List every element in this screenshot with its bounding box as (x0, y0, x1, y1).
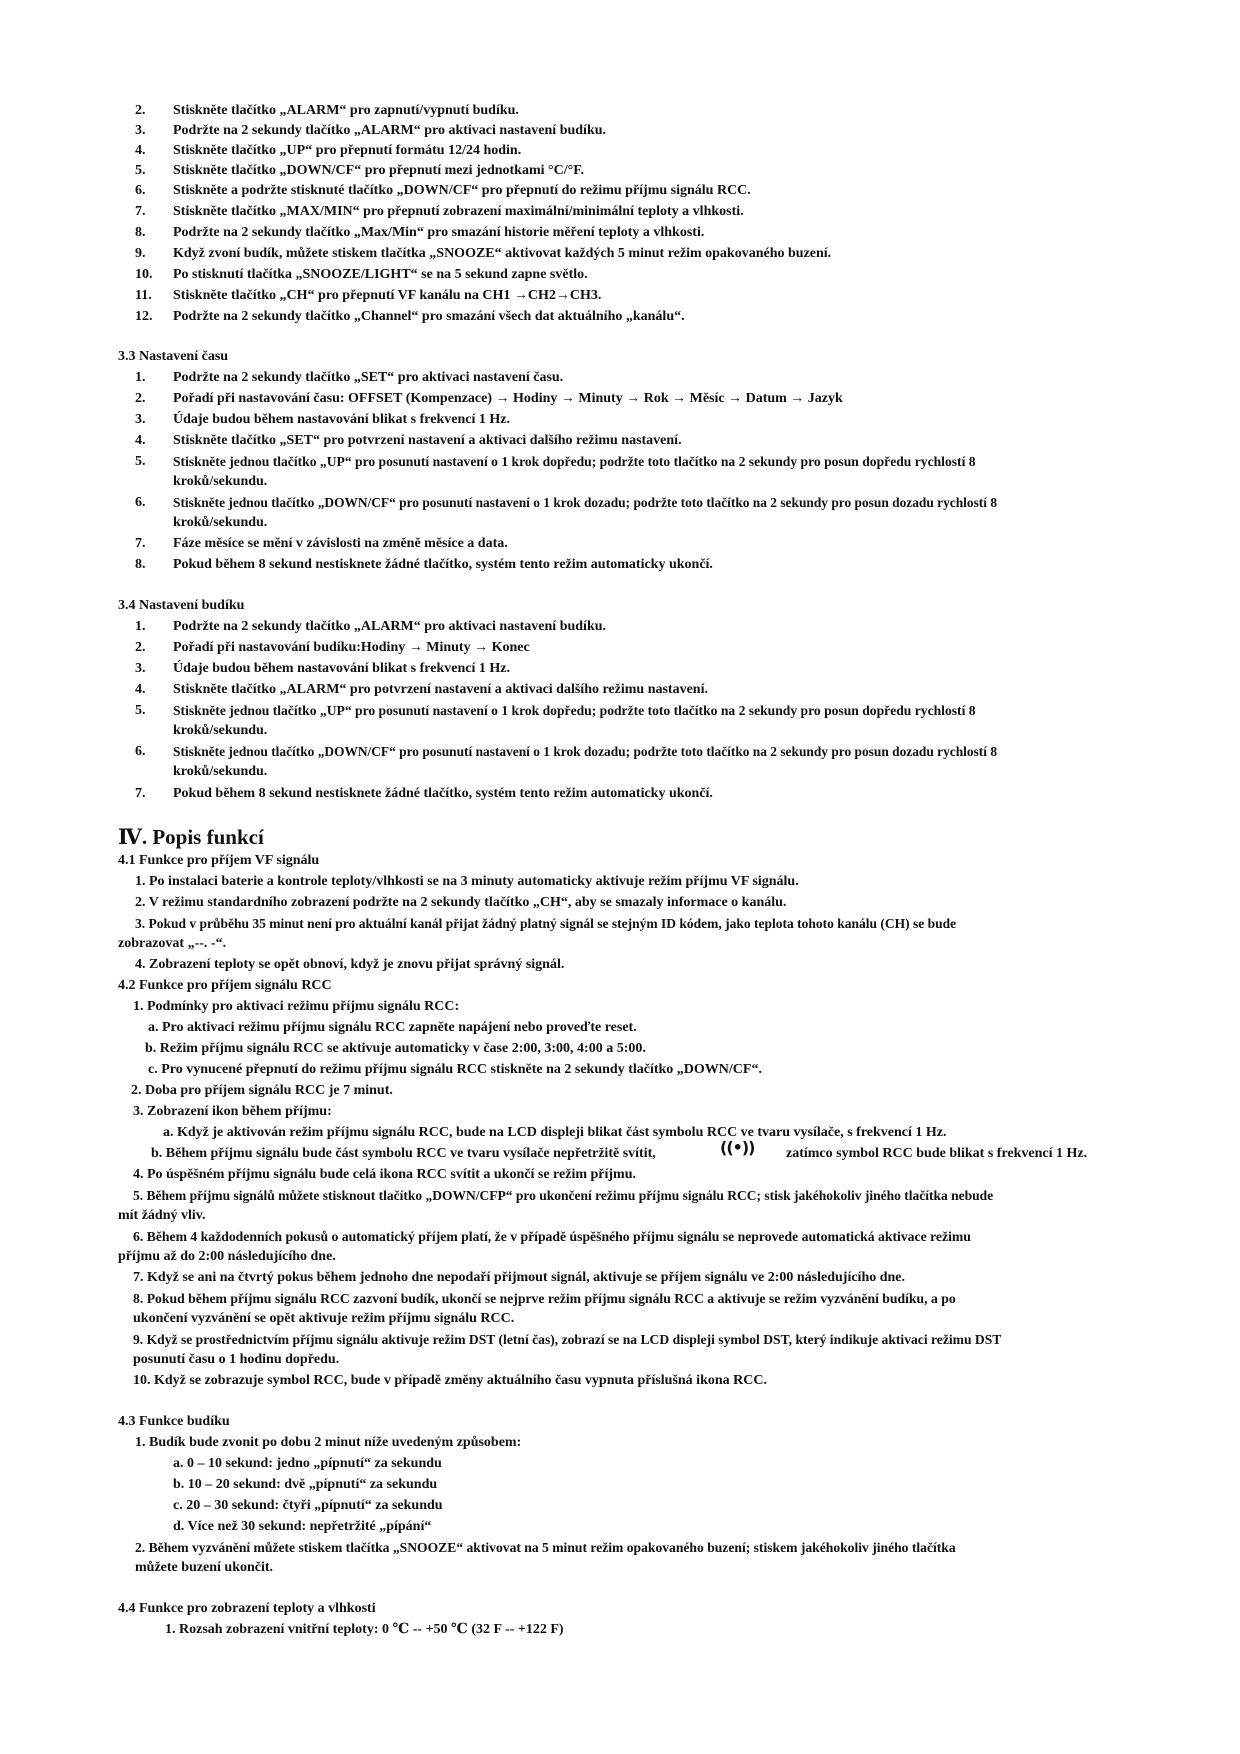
list-item: Pokud během 8 sekund nestisknete žádné tlačítko, systém tento režim automaticky ukončí. (173, 786, 713, 801)
list-item: Podržte na 2 sekundy tlačítko „ALARM“ pro aktivaci nastavení budíku. (173, 123, 607, 138)
paragraph: 3. Pokud v průběhu 35 minut není pro aktuální kanál přijat žádný platný signál se stejným ID kódem, jako teplota tohoto kanálu (CH) se bude (135, 916, 957, 931)
list-item: Stiskněte jednou tlačítko „DOWN/CF“ pro posunutí nastavení o 1 krok dozadu; podržte toto tlačítko na 2 sekundy pro posun dozadu rychlostí 8 (173, 744, 998, 759)
section-heading: 4.2 Funkce pro příjem signálu RCC (118, 978, 332, 993)
list-number: 2. (135, 391, 146, 406)
paragraph: c. Pro vynucené přepnutí do režimu příjmu signálu RCC stiskněte na 2 sekundy tlačítko „DOWN/CF“. (148, 1062, 762, 1077)
paragraph: b. Režim příjmu signálu RCC se aktivuje automaticky v čase 2:00, 3:00, 4:00 a 5:00. (145, 1041, 646, 1056)
paragraph: 1. Budík bude zvonit po dobu 2 minut níže uvedeným způsobem: (135, 1435, 522, 1450)
paragraph: 1. Podmínky pro aktivaci režimu příjmu signálu RCC: (133, 999, 460, 1014)
list-number: 12. (135, 309, 153, 324)
list-number: 3. (135, 661, 146, 676)
list-item: Když zvoní budík, můžete stiskem tlačítka „SNOOZE“ aktivovat každých 5 minut režim opakovaného buzení. (173, 246, 832, 261)
rcc-signal-icon: ((•)) (720, 1138, 755, 1157)
paragraph: 6. Během 4 každodenních pokusů o automatický příjem platí, že v případě úspěšného příjmu signálu se neprovede automatická aktivace režimu (133, 1229, 971, 1244)
list-number: 8. (135, 225, 146, 240)
list-number: 1. (135, 370, 146, 385)
list-number: 4. (135, 433, 146, 448)
list-item: c. 20 – 30 sekund: čtyři „pípnutí“ za sekundu (173, 1498, 443, 1513)
list-number: 3. (135, 123, 146, 138)
list-item: Stiskněte a podržte stisknuté tlačítko „DOWN/CF“ pro přepnutí do režimu příjmu signálu RCC. (173, 183, 751, 198)
list-item: Fáze měsíce se mění v závislosti na změně měsíce a data. (173, 536, 508, 551)
list-item: Podržte na 2 sekundy tlačítko „SET“ pro aktivaci nastavení času. (173, 370, 564, 385)
list-item: Stiskněte tlačítko „CH“ pro přepnutí VF kanálu na CH1 →CH2→CH3. (173, 288, 602, 303)
section-heading: 4.1 Funkce pro příjem VF signálu (118, 853, 320, 868)
paragraph: 2. Doba pro příjem signálu RCC je 7 minut. (131, 1083, 393, 1098)
paragraph-continuation: mít žádný vliv. (118, 1208, 206, 1223)
list-number: 8. (135, 557, 146, 572)
paragraph-continuation: můžete buzení ukončit. (135, 1560, 274, 1575)
list-number: 1. (135, 619, 146, 634)
paragraph: a. Pro aktivaci režimu příjmu signálu RCC zapněte napájení nebo proveďte reset. (148, 1020, 637, 1035)
list-item-continuation: kroků/sekundu. (173, 764, 268, 779)
list-item: Stiskněte jednou tlačítko „DOWN/CF“ pro posunutí nastavení o 1 krok dozadu; podržte toto tlačítko na 2 sekundy pro posun dozadu rychlostí 8 (173, 495, 998, 510)
list-item: Údaje budou během nastavování blikat s frekvencí 1 Hz. (173, 661, 510, 676)
list-number: 6. (135, 183, 146, 198)
section-heading: 4.3 Funkce budíku (118, 1414, 230, 1429)
list-item: Stiskněte tlačítko „MAX/MIN“ pro přepnutí zobrazení maximální/minimální teploty a vlhkosti. (173, 204, 744, 219)
list-number: 5. (135, 454, 146, 469)
list-item: Pořadí při nastavování budíku:Hodiny → Minuty → Konec (173, 640, 530, 655)
section-heading: 4.4 Funkce pro zobrazení teploty a vlhkosti (118, 1601, 376, 1616)
list-item-continuation: kroků/sekundu. (173, 474, 268, 489)
paragraph: 2. Během vyzvánění můžete stiskem tlačítka „SNOOZE“ aktivovat na 5 minut režim opakovaného buzení; stiskem jakéhokoliv jiného tlačítka (135, 1540, 956, 1555)
list-item: Stiskněte jednou tlačítko „UP“ pro posunutí nastavení o 1 krok dopředu; podržte toto tlačítko na 2 sekundy pro posun dopředu rychlostí 8 (173, 454, 976, 469)
list-number: 6. (135, 744, 146, 759)
list-item-continuation: kroků/sekundu. (173, 723, 268, 738)
list-item: Stiskněte tlačítko „ALARM“ pro potvrzení nastavení a aktivaci dalšího režimu nastavení. (173, 682, 708, 697)
section-heading: 3.4 Nastavení budíku (118, 598, 245, 613)
paragraph: 4. Po úspěšném příjmu signálu bude celá ikona RCC svítit a ukončí se režim příjmu. (133, 1167, 636, 1182)
list-number: 3. (135, 412, 146, 427)
list-item: b. 10 – 20 sekund: dvě „pípnutí“ za sekundu (173, 1477, 438, 1492)
paragraph: 2. V režimu standardního zobrazení podržte na 2 sekundy tlačítko „CH“, aby se smazaly informace o kanálu. (135, 895, 787, 910)
paragraph-continuation: příjmu až do 2:00 následujícího dne. (118, 1249, 336, 1264)
list-item: Podržte na 2 sekundy tlačítko „Max/Min“ pro smazání historie měření teploty a vlhkosti. (173, 225, 705, 240)
list-item: Stiskněte tlačítko „SET“ pro potvrzení nastavení a aktivaci dalšího režimu nastavení. (173, 433, 682, 448)
paragraph: 7. Když se ani na čtvrtý pokus během jednoho dne nepodaří přijmout signál, aktivuje se příjem signálu ve 2:00 následujícího dne. (133, 1270, 906, 1285)
list-number: 10. (135, 267, 153, 282)
list-item: Stiskněte tlačítko „DOWN/CF“ pro přepnutí mezi jednotkami °C/°F. (173, 163, 584, 178)
list-item: d. Více než 30 sekund: nepřetržité „pípání“ (173, 1519, 432, 1534)
list-number: 5. (135, 163, 146, 178)
list-number: 2. (135, 640, 146, 655)
paragraph: 5. Během příjmu signálů můžete stisknout tlačítko „DOWN/CFP“ pro ukončení režimu příjmu signálu RCC; stisk jakéhokoliv jiného tlačítka nebude (133, 1188, 994, 1203)
paragraph-continuation: posunutí času o 1 hodinu dopředu. (133, 1352, 340, 1367)
list-item: Stiskněte tlačítko „UP“ pro přepnutí formátu 12/24 hodin. (173, 143, 522, 158)
list-number: 6. (135, 495, 146, 510)
list-number: 9. (135, 246, 146, 261)
list-number: 7. (135, 204, 146, 219)
list-item: Stiskněte tlačítko „ALARM“ pro zapnutí/vypnutí budíku. (173, 103, 519, 118)
list-item: Údaje budou během nastavování blikat s frekvencí 1 Hz. (173, 412, 510, 427)
list-number: 7. (135, 536, 146, 551)
list-item: Pořadí při nastavování času: OFFSET (Kompenzace) → Hodiny → Minuty → Rok → Měsíc → Datum → Jazyk (173, 391, 843, 406)
list-number: 5. (135, 703, 146, 718)
list-number: 4. (135, 682, 146, 697)
paragraph: 10. Když se zobrazuje symbol RCC, bude v případě změny aktuálního času vypnuta příslušná ikona RCC. (133, 1373, 767, 1388)
list-number: 2. (135, 103, 146, 118)
paragraph: 1. Rozsah zobrazení vnitřní teploty: 0 ℃ -- +50 ℃ (32 F -- +122 F) (165, 1622, 564, 1637)
list-number: 4. (135, 143, 146, 158)
list-item: Stiskněte jednou tlačítko „UP“ pro posunutí nastavení o 1 krok dopředu; podržte toto tlačítko na 2 sekundy pro posun dopředu rychlostí 8 (173, 703, 976, 718)
paragraph: 8. Pokud během příjmu signálu RCC zazvoní budík, ukončí se nejprve režim příjmu signálu RCC a aktivuje se režim vyzvánění budíku, a po (133, 1291, 956, 1306)
paragraph: 3. Zobrazení ikon během příjmu: (133, 1104, 332, 1119)
paragraph: zatímco symbol RCC bude blikat s frekvencí 1 Hz. (786, 1146, 1088, 1161)
list-number: 7. (135, 786, 146, 801)
paragraph: a. Když je aktivován režim příjmu signálu RCC, bude na LCD displeji blikat část symbolu RCC ve tvaru vysílače, s frekvencí 1 Hz. (163, 1125, 947, 1140)
list-item: Pokud během 8 sekund nestisknete žádné tlačítko, systém tento režim automaticky ukončí. (173, 557, 713, 572)
list-item: a. 0 – 10 sekund: jedno „pípnutí“ za sekundu (173, 1456, 442, 1471)
paragraph: b. Během příjmu signálu bude část symbolu RCC ve tvaru vysílače nepřetržitě svítit, (151, 1146, 656, 1161)
paragraph-continuation: zobrazovat „--. -“. (118, 936, 227, 951)
list-item-continuation: kroků/sekundu. (173, 515, 268, 530)
list-item: Podržte na 2 sekundy tlačítko „ALARM“ pro aktivaci nastavení budíku. (173, 619, 607, 634)
list-item: Po stisknutí tlačítka „SNOOZE/LIGHT“ se na 5 sekund zapne světlo. (173, 267, 588, 282)
list-number: 11. (135, 288, 152, 303)
paragraph: 4. Zobrazení teploty se opět obnoví, když je znovu přijat správný signál. (135, 957, 565, 972)
section-heading: 3.3 Nastavení času (118, 349, 229, 364)
paragraph: 1. Po instalaci baterie a kontrole teploty/vlhkosti se na 3 minuty automaticky aktivuje režim příjmu VF signálu. (135, 874, 799, 889)
list-item: Podržte na 2 sekundy tlačítko „Channel“ pro smazání všech dat aktuálního „kanálu“. (173, 309, 685, 324)
chapter-title: Ⅳ. Popis funkcí (118, 825, 264, 849)
paragraph-continuation: ukončení vyzvánění se opět aktivuje režim příjmu signálu RCC. (133, 1311, 515, 1326)
paragraph: 9. Když se prostřednictvím příjmu signálu aktivuje režim DST (letní čas), zobrazí se na LCD displeji symbol DST, který indikuje aktivaci režimu DST (133, 1332, 1002, 1347)
